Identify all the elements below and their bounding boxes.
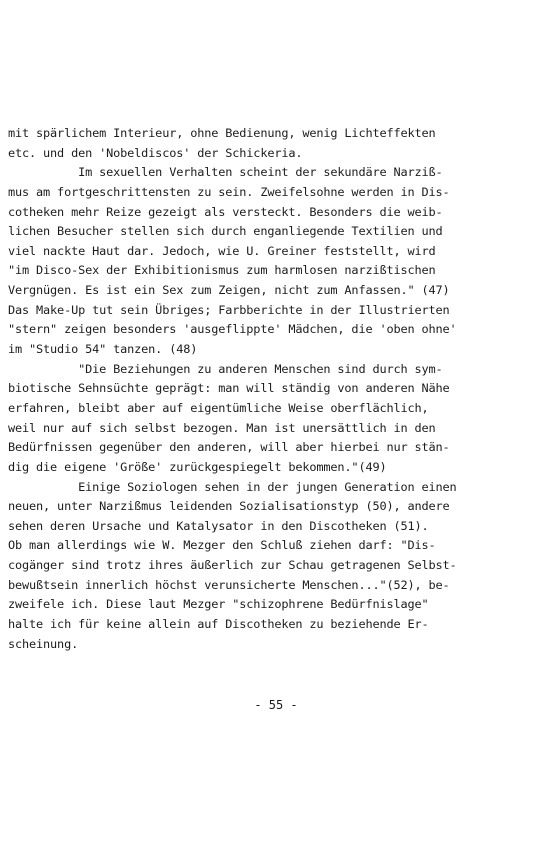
text-line: "stern" zeigen besonders 'ausgeflippte' Mädchen, die 'oben ohne' [8, 322, 457, 337]
text-line: lichen Besucher stellen sich durch enganliegende Textilien und [8, 224, 443, 239]
text-line: Vergnügen. Es ist ein Sex zum Zeigen, nicht zum Anfassen." (47) [8, 283, 450, 298]
text-line: scheinung. [8, 636, 79, 651]
text-line: cotheken mehr Reize gezeigt als versteckt. Besonders die weib- [8, 204, 443, 219]
text-line: Ob man allerdings wie W. Mezger den Schluß ziehen darf: "Dis- [8, 538, 436, 553]
text-line: "Die Beziehungen zu anderen Menschen sind durch sym- [8, 361, 443, 376]
text-line: mit spärlichem Interieur, ohne Bedienung, wenig Lichteffekten [8, 126, 436, 140]
text-line: neuen, unter Narzißmus leidenden Sozialisationstyp (50), andere [8, 499, 450, 514]
text-line: "im Disco-Sex der Exhibitionismus zum harmlosen narzißtischen [8, 263, 436, 278]
text-line: halte ich für keine allein auf Discotheken zu beziehende Er- [8, 617, 429, 632]
text-line: cogänger sind trotz ihres äußerlich zur Schau getragenen Selbst- [8, 558, 457, 573]
text-line: sehen deren Ursache und Katalysator in den Discotheken (51). [8, 518, 429, 533]
text-line: weil nur auf sich selbst bezogen. Man ist unersättlich in den [8, 420, 436, 435]
text-line: bewußtsein innerlich höchst verunsicherte Menschen..."(52), be- [8, 577, 450, 592]
text-line: Im sexuellen Verhalten scheint der sekundäre Narziß- [8, 165, 443, 180]
text-line: dig die eigene 'Größe' zurückgespiegelt bekommen."(49) [8, 459, 387, 474]
text-line: erfahren, bleibt aber auf eigentümliche Weise oberflächlich, [8, 400, 429, 415]
text-line: Bedürfnissen gegenüber den anderen, will aber hierbei nur stän- [8, 440, 450, 455]
text-line: zweifele ich. Diese laut Mezger "schizophrene Bedürfnislage" [8, 597, 429, 612]
text-line: Einige Soziologen sehen in der jungen Generation einen [8, 479, 457, 494]
text-line: viel nackte Haut dar. Jedoch, wie U. Greiner feststellt, wird [8, 243, 436, 258]
page-number: - 55 - [254, 698, 298, 712]
text-line: etc. und den 'Nobeldiscos' der Schickeria. [8, 145, 303, 160]
body-text [8, 124, 528, 654]
text-line: biotische Sehnsüchte geprägt: man will ständig von anderen Nähe [8, 381, 450, 396]
text-line: mus am fortgeschrittensten zu sein. Zweifelsohne werden in Dis- [8, 184, 450, 199]
text-line: im "Studio 54" tanzen. (48) [8, 342, 198, 357]
text-line: Das Make-Up tut sein Übriges; Farbberichte in der Illustrierten [8, 302, 450, 317]
